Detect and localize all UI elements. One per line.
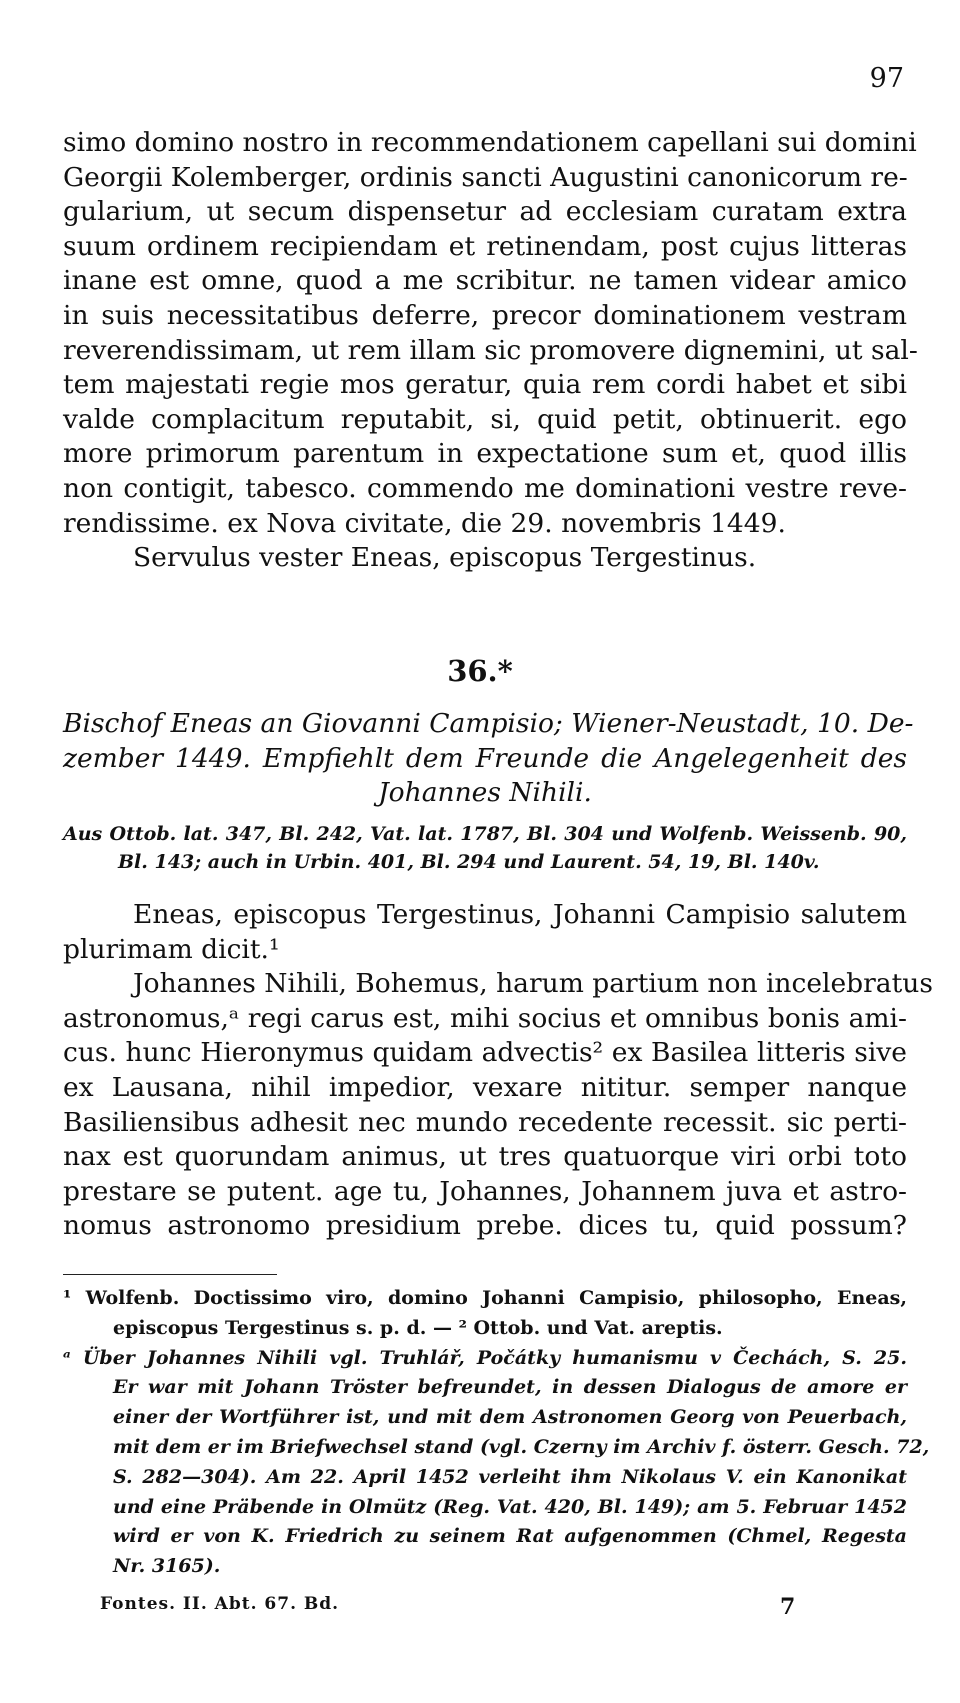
footnote-line: mit dem er im Briefwechsel stand (vgl. Czerny im Archiv f. österr. Gesch. 72, — [113, 1435, 930, 1458]
headline-line: Johannes Nihili. — [378, 777, 592, 809]
letter-35-signature: Servulus vester Eneas, episcopus Tergestinus. — [133, 542, 757, 574]
headline-line: zember 1449. Empfiehlt dem Freunde die Angelegenheit des — [63, 742, 907, 774]
text-line: prestare se putent. age tu, Johannes, Johannem juva et astro- — [63, 1175, 907, 1207]
sources-line: Bl. 143; auch in Urbin. 401, Bl. 294 und Laurent. 54, 19, Bl. 140v. — [118, 851, 820, 873]
text-line: non contigit, tabesco. commendo me dominationi vestre reve- — [63, 472, 907, 504]
letter-35-text — [63, 126, 918, 576]
footnote-line: episcopus Tergestinus s. p. d. — ² Ottob. und Vat. areptis. — [113, 1316, 723, 1339]
sources-line: Aus Ottob. lat. 347, Bl. 242, Vat. lat. 1787, Bl. 304 und Wolfenb. Weissenb. 90, — [63, 823, 907, 845]
text-line: suum ordinem recipiendam et retinendam, post cujus litteras — [63, 230, 907, 262]
text-line: plurimam dicit.¹ — [63, 933, 280, 965]
text-line: nomus astronomo presidium prebe. dices tu, quid possum? — [63, 1210, 907, 1242]
text-line: Basiliensibus adhesit nec mundo recedente recessit. sic perti- — [63, 1106, 907, 1138]
footnotes — [63, 1284, 930, 1582]
footnote-line: ¹ Wolfenb. Doctissimo viro, domino Johanni Campisio, philosopho, Eneas, — [63, 1287, 907, 1309]
footnote-line: wird er von K. Friedrich zu seinem Rat aufgenommen (Chmel, Regesta — [113, 1525, 907, 1548]
text-line: simo domino nostro in recommendationem capellani sui domini — [63, 127, 917, 158]
text-line: in suis necessitatibus deferre, precor dominationem vestram — [63, 299, 907, 331]
text-line: tem majestati regie mos geratur, quia rem cordi habet et sibi — [63, 369, 907, 401]
text-line: Georgii Kolemberger, ordinis sancti Augustini canonicorum re- — [63, 161, 908, 193]
letter-36-headline — [63, 707, 914, 811]
text-line: inane est omne, quod a me scribitur. ne tamen videar amico — [63, 265, 907, 297]
text-line: Eneas, episcopus Tergestinus, Johanni Campisio salutem — [133, 899, 907, 930]
text-line: reverendissimam, ut rem illam sic promovere dignemini, ut sal- — [63, 334, 918, 366]
text-line: ex Lausana, nihil impedior, vexare nititur. semper nanque — [63, 1071, 907, 1103]
headline-line: Bischof Eneas an Giovanni Campisio; Wiener-Neustadt, 10. De- — [63, 708, 914, 739]
signature-mark: 7 — [780, 1594, 797, 1620]
footnote-line: Nr. 3165). — [113, 1555, 221, 1578]
letter-number: 36.* — [447, 654, 513, 688]
text-line: valde complacitum reputabit, si, quid petit, obtinuerit. ego — [63, 403, 907, 435]
text-line: nax est quorundam animus, ut tres quatuorque viri orbi toto — [63, 1141, 907, 1173]
text-line: astronomus,ᵃ regi carus est, mihi socius et omnibus bonis ami- — [63, 1002, 907, 1034]
footnote-line: Er war mit Johann Tröster befreundet, in dessen Dialogus de amore er — [113, 1376, 907, 1399]
series-label: Fontes. II. Abt. 67. Bd. — [100, 1594, 340, 1614]
text-line: gularium, ut secum dispensetur ad ecclesiam curatam extra — [63, 196, 907, 228]
footnote-line: einer der Wortführer ist, und mit dem Astronomen Georg von Peuerbach, — [113, 1406, 907, 1429]
footnote-divider — [63, 1274, 277, 1275]
text-line: cus. hunc Hieronymus quidam advectis² ex Basilea litteris sive — [63, 1037, 907, 1069]
footnote-line: S. 282—304). Am 22. April 1452 verleiht ihm Nikolaus V. ein Kanonikat — [113, 1465, 907, 1488]
page-number: 97 — [869, 63, 904, 94]
text-line: rendissime. ex Nova civitate, die 29. novembris 1449. — [63, 507, 786, 539]
page-footer — [100, 1594, 820, 1620]
text-line: more primorum parentum in expectatione sum et, quod illis — [63, 438, 907, 470]
footnote-line: und eine Präbende in Olmütz (Reg. Vat. 420, Bl. 149); am 5. Februar 1452 — [113, 1495, 907, 1518]
manuscript-sources — [63, 820, 907, 876]
text-line: Johannes Nihili, Bohemus, harum partium non incelebratus — [133, 968, 933, 1000]
letter-36-text — [63, 898, 933, 1244]
footnote-line: ᵃ Über Johannes Nihili vgl. Truhlář, Počátky humanismu v Čechách, S. 25. — [63, 1346, 907, 1369]
